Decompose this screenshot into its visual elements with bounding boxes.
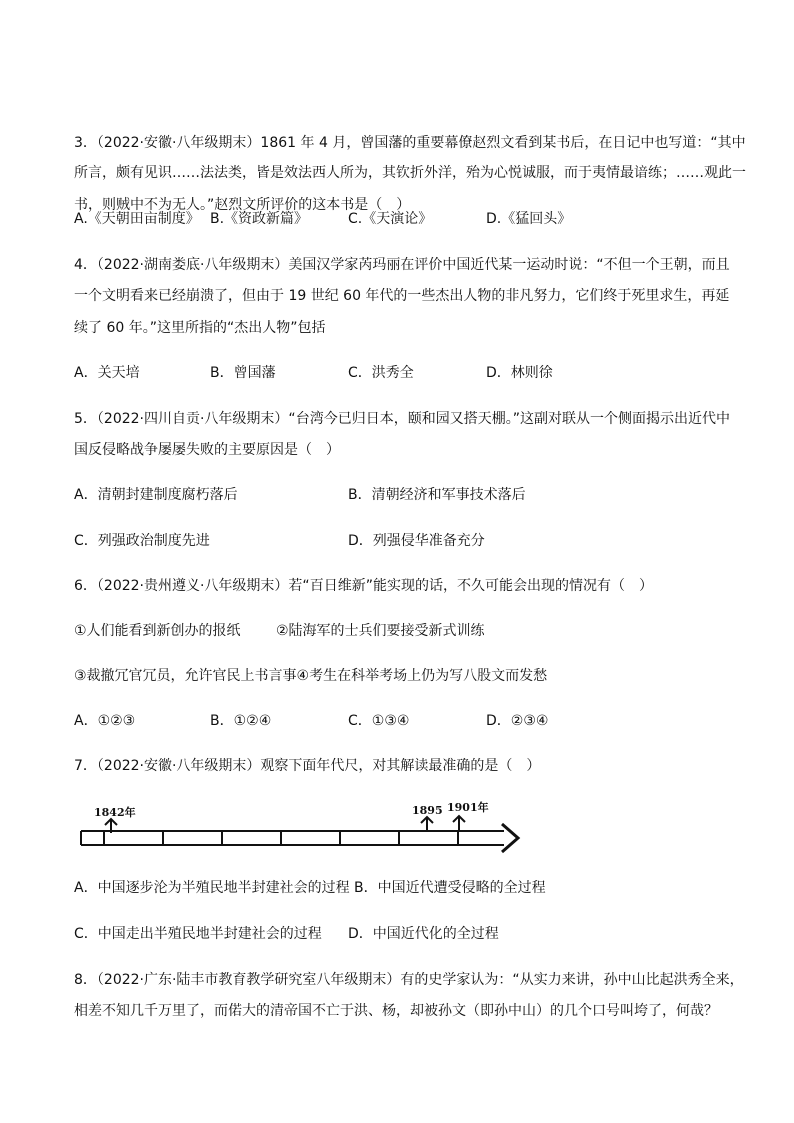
question-6-item-2: ②陆海军的士兵们要接受新式训练 <box>276 623 485 639</box>
timeline-label-1842: 1842年 <box>94 806 136 819</box>
question-3-option-a: A.《天朝田亩制度》 <box>74 211 200 227</box>
question-8-line-1: 8．（2022·广东·陆丰市教育教学研究室八年级期末）有的史学家认为：“从实力来讲，孙中山比起洪秀全来， <box>74 972 744 988</box>
question-4-line-2: 一个文明看来已经崩溃了，但由于 19 世纪 60 年代的一些杰出人物的非凡努力，它们终于死里求生，再延 <box>74 288 730 304</box>
question-4-option-b: B．曾国藩 <box>210 365 276 381</box>
question-5-option-b: B．清朝经济和军事技术落后 <box>348 487 526 503</box>
timeline-label-1895: 1895 <box>412 804 443 817</box>
question-7-option-d: D．中国近代化的全过程 <box>348 926 499 942</box>
timeline-bar <box>81 824 518 852</box>
question-3-option-d: D.《猛回头》 <box>486 211 572 227</box>
question-3-option-c: C.《天演论》 <box>348 211 433 227</box>
question-4-line-3: 续了 60 年。”这里所指的“杰出人物”包括 <box>74 320 326 336</box>
question-8-line-2: 相差不知几千万里了，而偌大的清帝国不亡于洪、杨，却被孙文（即孙中山）的几个口号叫垮了，何哉？ <box>74 1003 718 1019</box>
question-5-option-d: D．列强侵华准备充分 <box>348 533 485 549</box>
question-5-option-c: C．列强政治制度先进 <box>74 533 210 549</box>
question-6-line-1: 6．（2022·贵州遵义·八年级期末）若“百日维新”能实现的话，不久可能会出现的情况有（ ） <box>74 578 653 594</box>
question-6-option-a: A．①②③ <box>74 713 136 729</box>
timeline-arrow-1895 <box>421 817 433 831</box>
timeline-arrow-1901 <box>453 816 465 831</box>
question-3-option-b: B.《资政新篇》 <box>210 211 309 227</box>
question-3-line-1: 3．（2022·安徽·八年级期末）1861 年 4 月，曾国藩的重要幕僚赵烈文看到某书后，在日记中也写道：“其中 <box>74 135 746 151</box>
question-6-item-1: ①人们能看到新创办的报纸 <box>74 623 241 639</box>
question-4-line-1: 4．（2022·湖南娄底·八年级期末）美国汉学家芮玛丽在评价中国近代某一运动时说：“不但一个王朝，而且 <box>74 257 730 273</box>
year-timeline <box>74 796 534 858</box>
question-6-option-b: B．①②④ <box>210 713 272 729</box>
question-6-option-d: D．②③④ <box>486 713 549 729</box>
question-4-option-a: A．关天培 <box>74 365 140 381</box>
question-6-option-c: C．①③④ <box>348 713 410 729</box>
question-7-option-ab: A．中国逐步沦为半殖民地半封建社会的过程 B．中国近代遭受侵略的全过程 <box>74 880 546 896</box>
question-7-line-1: 7．（2022·安徽·八年级期末）观察下面年代尺，对其解读最准确的是（ ） <box>74 758 541 774</box>
question-5-line-2: 国反侵略战争屡屡失败的主要原因是（ ） <box>74 442 340 458</box>
question-3-line-2: 所言，颇有见识……法法类，皆是效法西人所为，其钦折外洋，殆为心悦诚服，而于夷情最谙练；……观此一 <box>74 165 746 181</box>
question-6-item-3: ③裁撤冗官冗员，允许官民上书言事④考生在科举考场上仍为写八股文而发愁 <box>74 668 548 684</box>
timeline-label-1901: 1901年 <box>447 801 489 814</box>
question-3-line-3: 书，则贼中不为无人。”赵烈文所评价的这本书是（ ） <box>74 197 411 213</box>
question-7-option-c: C．中国走出半殖民地半封建社会的过程 <box>74 926 322 942</box>
question-4-option-c: C．洪秀全 <box>348 365 414 381</box>
question-4-option-d: D．林则徐 <box>486 365 553 381</box>
question-5-option-a: A．清朝封建制度腐朽落后 <box>74 487 238 503</box>
question-5-line-1: 5．（2022·四川自贡·八年级期末）“台湾今已归日本，颐和园又搭天棚。”这副对联从一个侧面揭示出近代中 <box>74 411 730 427</box>
